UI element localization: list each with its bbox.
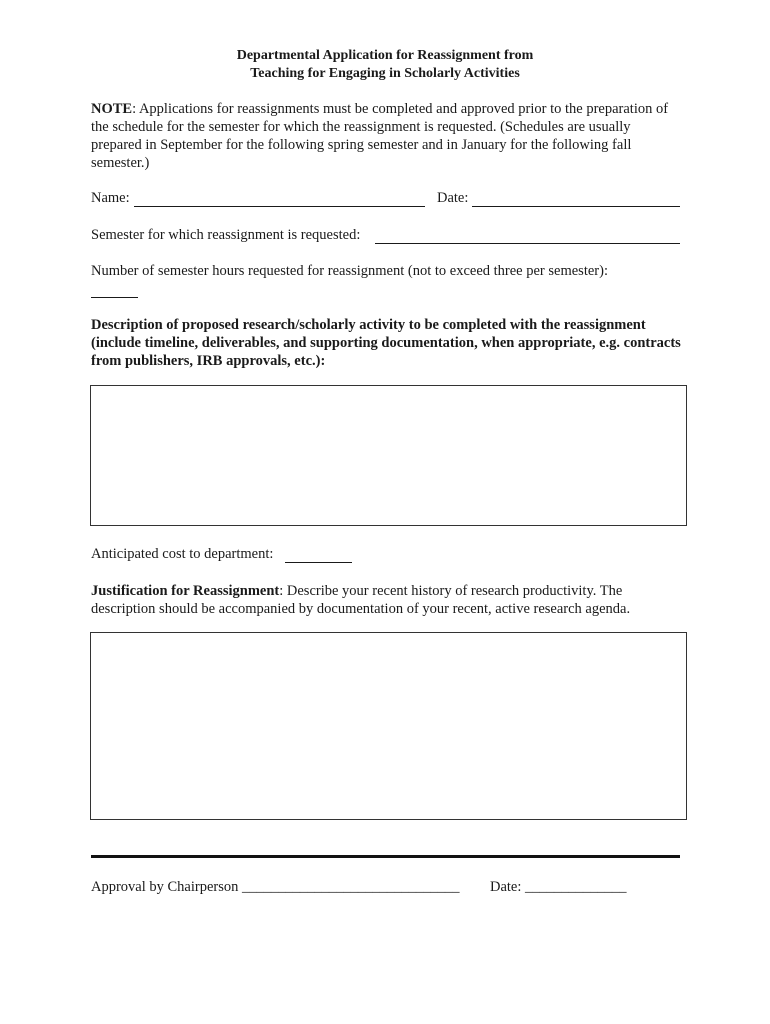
hours-label: Number of semester hours requested for reassignment (not to exceed three per semester): <box>91 263 608 279</box>
hours-row <box>91 263 608 280</box>
approval-row <box>91 879 460 896</box>
name-field[interactable] <box>134 192 425 207</box>
semester-row <box>91 227 360 244</box>
approval-date-wrap <box>490 879 627 896</box>
cost-label: Anticipated cost to department: <box>91 546 274 562</box>
date-label: Date: <box>437 190 469 206</box>
name-label: Name: <box>91 190 130 206</box>
signature-divider <box>91 855 680 858</box>
semester-field[interactable] <box>375 229 680 244</box>
justification-text: : Describe your recent history of research productivity. The description should be accompanied by documentation of your recent, active research agenda. <box>91 583 631 617</box>
justification-textbox[interactable] <box>90 632 687 820</box>
date-field[interactable] <box>472 192 680 207</box>
form-title-line-1: Departmental Application for Reassignment from <box>236 48 534 63</box>
cost-row <box>91 546 273 563</box>
justification-label: Justification for Reassignment <box>91 583 280 599</box>
name-date-row <box>91 190 130 207</box>
cost-field[interactable] <box>285 548 352 563</box>
hours-field[interactable] <box>91 283 138 298</box>
approval-date-line[interactable]: Date: ______________ <box>490 879 627 895</box>
note-paragraph <box>91 100 681 172</box>
form-title-line-2: Teaching for Engaging in Scholarly Activities <box>250 66 520 81</box>
note-label: NOTE <box>91 101 133 117</box>
date-label-wrap <box>437 190 468 207</box>
description-label: Description of proposed research/scholarly activity to be completed with the reassignment (include timeline, deliverables, and supporting documentation, when appropriate, e.g. contracts from publishers, IRB approvals, etc.): <box>91 317 681 369</box>
approval-signature-line[interactable]: Approval by Chairperson ______________________________ <box>91 879 460 895</box>
description-textbox[interactable] <box>90 385 687 526</box>
semester-label: Semester for which reassignment is requested: <box>91 227 361 243</box>
note-text: : Applications for reassignments must be completed and approved prior to the preparation of the schedule for the semester for which the reassignment is requested. (Schedules are usually prepared in September for the following spring semester and in January for the following fall semester.) <box>91 101 669 171</box>
justification-paragraph <box>91 582 681 618</box>
